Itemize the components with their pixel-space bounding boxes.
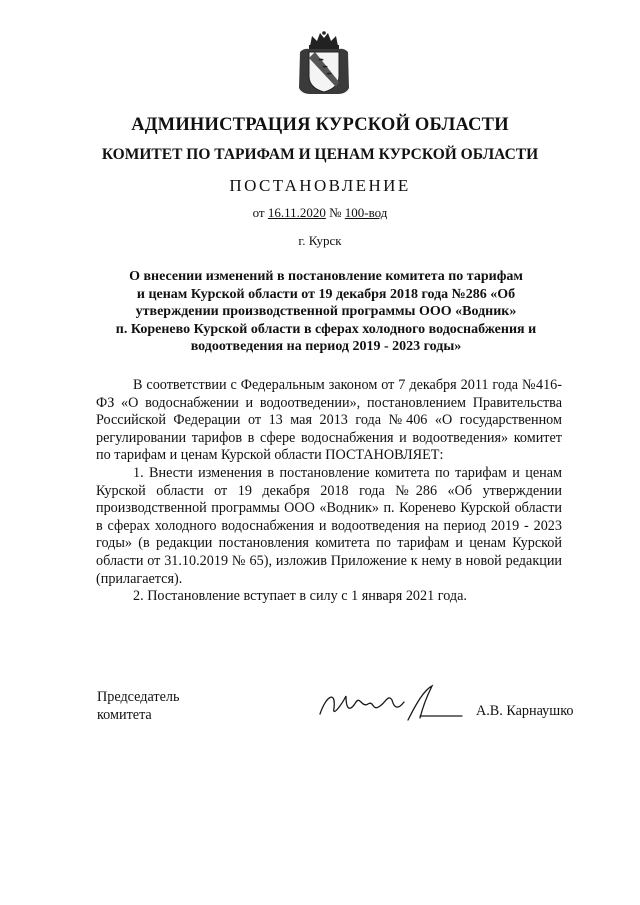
administration-title: АДМИНИСТРАЦИЯ КУРСКОЙ ОБЛАСТИ <box>131 115 509 135</box>
committee-title: КОМИТЕТ ПО ТАРИФАМ И ЦЕНАМ КУРСКОЙ ОБЛАСТИ <box>101 146 539 163</box>
signatory-position <box>97 689 179 724</box>
document-type: ПОСТАНОВЛЕНИЕ <box>229 176 411 195</box>
document-number: 100-вод <box>344 205 388 220</box>
document-subject <box>96 268 556 356</box>
subject-line: и ценам Курской области от 19 декабря 2018 года №286 «Об <box>136 286 516 302</box>
preamble-paragraph: В соответствии с Федеральным законом от 7 декабря 2011 года №416-ФЗ «О водоснабжении и водоотведении», постановлением Правительства Российской Федерации от 13 мая 2013 года №406 «О государственном регулировании тарифов в сфере водоснабжения и водоотведения» комитет по тарифам и ценам Курской области ПОСТАНОВЛЯЕТ: <box>96 377 562 464</box>
coat-of-arms-icon <box>296 30 352 96</box>
document-date-number <box>0 205 640 221</box>
subject-line: водоотведения на период 2019 - 2023 годы» <box>190 339 462 354</box>
position-line: Председатель <box>97 689 180 705</box>
date-prefix: от <box>252 205 265 220</box>
signatory-name: А.В. Карнаушко <box>476 703 574 719</box>
subject-line: О внесении изменений в постановление комитета по тарифам <box>129 269 523 284</box>
document-date: 16.11.2020 <box>267 205 326 220</box>
city: г. Курск <box>298 233 342 248</box>
document-body <box>96 377 562 606</box>
number-prefix: № <box>329 205 342 220</box>
subject-line: утверждении производственной программы ООО «Водник» <box>135 304 517 319</box>
subject-line: п. Коренево Курской области в сферах холодного водоснабжения и <box>115 321 537 337</box>
handwritten-signature <box>316 682 466 726</box>
item-1-paragraph: 1. Внести изменения в постановление комитета по тарифам и ценам Курской области от 19 декабря 2018 года №286 «Об утверждении производственной программы ООО «Водник» п. Коренево Курской области в сферах холодного водоснабжения и водоотведения на период 2019 - 2023 годы» (в редакции постановления комитета по тарифам и ценам Курской области от 31.10.2019 № 65), изложив Приложение к нему в новой редакции (прилагается). <box>96 464 562 587</box>
position-line: комитета <box>97 706 152 723</box>
item-2-paragraph: 2. Постановление вступает в силу с 1 января 2021 года. <box>133 588 467 605</box>
